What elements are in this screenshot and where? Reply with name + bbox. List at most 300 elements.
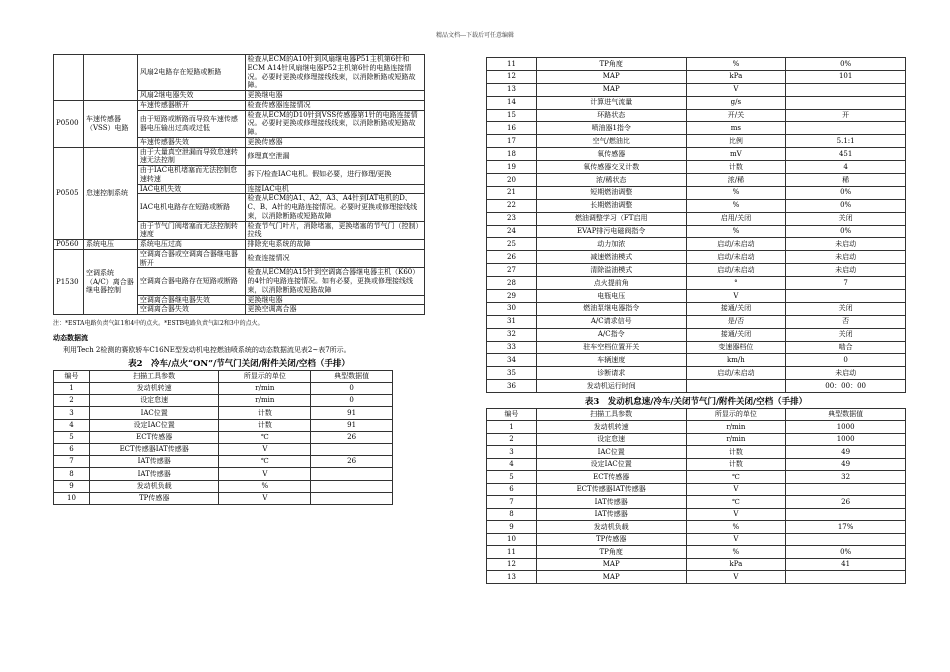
- unit: 比例: [686, 135, 786, 148]
- watermark: 精品文档---下载后可任意编辑: [435, 32, 515, 39]
- table-row: [487, 148, 906, 161]
- param-name: IAC位置: [89, 407, 219, 419]
- typical-value: 关闭: [786, 302, 906, 315]
- dtc-action: 更换传感器: [245, 137, 424, 147]
- typical-value: 关闭: [786, 212, 906, 225]
- dtc-name: 车速传感器（VSS）电路: [83, 100, 137, 147]
- row-number: 9: [54, 480, 90, 492]
- dtc-code: P0500: [54, 100, 84, 147]
- dtc-fault: 空调离合器电路存在短路或断路: [137, 268, 245, 295]
- typical-value: 0: [786, 354, 906, 367]
- typical-value: 1000: [786, 433, 906, 446]
- dtc-action: 检查节气门叶片，消除堵塞，更换堵塞的节气门（控制）拉线: [245, 221, 424, 240]
- unit: mV: [686, 148, 786, 161]
- typical-value: [786, 122, 906, 135]
- unit: ℃: [686, 496, 786, 509]
- table-row: [487, 521, 906, 534]
- row-number: 19: [487, 161, 537, 174]
- row-number: 15: [487, 109, 537, 122]
- section-title: 动态数据流: [53, 333, 88, 342]
- typical-value: [786, 83, 906, 96]
- row-number: 10: [54, 492, 90, 504]
- typical-value: 00：00：00: [786, 380, 906, 393]
- row-number: 4: [54, 419, 90, 431]
- dtc-action: 检查从ECM的A10针到风扇继电器P51主机第6针和ECM A14针风扇继电器P52主机第6针的电路连接情况。必要时更换或修理接线线束，以消除断路或短路故障。: [245, 55, 424, 91]
- unit: V: [219, 492, 311, 504]
- row-number: 31: [487, 315, 537, 328]
- table-row: [487, 109, 906, 122]
- unit: %: [686, 225, 786, 238]
- param-name: 车辆速度: [536, 354, 686, 367]
- table2-body: [54, 383, 393, 505]
- table-row: [54, 55, 425, 91]
- table-row: [487, 558, 906, 571]
- unit: V: [686, 571, 786, 584]
- param-name: ECT传感器IAT传感器: [89, 443, 219, 455]
- typical-value: 0%: [786, 199, 906, 212]
- dtc-fault: 由于IAC电机堵塞而无法控制怠速转速: [137, 166, 245, 185]
- table-row: [487, 161, 906, 174]
- table-row: [487, 433, 906, 446]
- dtc-action: 更换继电器: [245, 295, 424, 305]
- row-number: 3: [54, 407, 90, 419]
- row-number: 29: [487, 290, 537, 303]
- table-continued-body: [487, 58, 906, 393]
- dtc-action: 拆下/检查IAC电机。假如必要，进行修理/更换: [245, 166, 424, 185]
- param-name: ECT传感器: [536, 471, 686, 484]
- unit: [686, 380, 786, 393]
- param-name: 氧传感器交叉计数: [536, 161, 686, 174]
- dtc-fault: 空调离合器继电器失效: [137, 295, 245, 305]
- table3: [486, 408, 906, 584]
- param-name: IAT传感器: [536, 508, 686, 521]
- typical-value: 0: [311, 383, 393, 395]
- row-number: 36: [487, 380, 537, 393]
- unit: ℃: [686, 471, 786, 484]
- row-number: 27: [487, 264, 537, 277]
- dtc-action: 检查连接情况: [245, 249, 424, 268]
- row-number: 32: [487, 328, 537, 341]
- table-row: [487, 354, 906, 367]
- param-name: 发动机转速: [89, 383, 219, 395]
- dtc-fault: 由于短路或断路而导致车速传感器电压输出过高或过低: [137, 110, 245, 137]
- column-header: 扫描工具参数: [89, 371, 219, 383]
- table3-caption: 表3 发动机怠速/冷车/关闭节气门/附件关闭/空档（手排）: [584, 397, 808, 408]
- unit: 启用/关闭: [686, 212, 786, 225]
- typical-value: 41: [786, 558, 906, 571]
- unit: V: [219, 468, 311, 480]
- row-number: 8: [54, 468, 90, 480]
- table-row: [487, 83, 906, 96]
- unit: ℃: [219, 456, 311, 468]
- dtc-action: 检查传感器连接情况: [245, 100, 424, 110]
- typical-value: 32: [786, 471, 906, 484]
- unit: %: [686, 546, 786, 559]
- param-name: A/C请求信号: [536, 315, 686, 328]
- typical-value: 26: [311, 431, 393, 443]
- typical-value: 4: [786, 161, 906, 174]
- unit: 启动/未启动: [686, 264, 786, 277]
- dtc-fault: IAC电机电路存在短路或断路: [137, 194, 245, 221]
- typical-value: 未启动: [786, 238, 906, 251]
- row-number: 1: [487, 421, 537, 434]
- param-name: 短期燃油调整: [536, 186, 686, 199]
- unit: %: [686, 521, 786, 534]
- param-name: 喷油器1指令: [536, 122, 686, 135]
- row-number: 12: [487, 70, 537, 83]
- typical-value: [786, 533, 906, 546]
- unit: r/min: [686, 433, 786, 446]
- typical-value: 0: [311, 395, 393, 407]
- param-name: TP角度: [536, 546, 686, 559]
- typical-value: [786, 96, 906, 109]
- row-number: 9: [487, 521, 537, 534]
- row-number: 3: [487, 446, 537, 459]
- param-name: 环路状态: [536, 109, 686, 122]
- param-name: 燃油调整学习（FT启用: [536, 212, 686, 225]
- param-name: IAT传感器: [89, 456, 219, 468]
- param-name: 发动机负载: [89, 480, 219, 492]
- table-row: [487, 328, 906, 341]
- table-row: [54, 431, 393, 443]
- left-column: [53, 54, 425, 505]
- row-number: 16: [487, 122, 537, 135]
- column-header: 编号: [487, 409, 537, 421]
- dtc-action: 更换继电器: [245, 91, 424, 101]
- row-number: 18: [487, 148, 537, 161]
- unit: 接通/关闭: [686, 302, 786, 315]
- dtc-fault: 车速传感器失效: [137, 137, 245, 147]
- typical-value: [311, 443, 393, 455]
- param-name: 设定IAC位置: [89, 419, 219, 431]
- column-header: 扫描工具参数: [536, 409, 686, 421]
- table-row: [54, 383, 393, 395]
- dtc-fault: 由于节气门阀堵塞而无法控制转速度: [137, 221, 245, 240]
- typical-value: 关闭: [786, 328, 906, 341]
- row-number: 24: [487, 225, 537, 238]
- typical-value: 26: [311, 456, 393, 468]
- table-row: [487, 199, 906, 212]
- typical-value: 7: [786, 277, 906, 290]
- unit: 计数: [219, 407, 311, 419]
- typical-value: 1000: [786, 421, 906, 434]
- row-number: 20: [487, 174, 537, 187]
- unit: V: [219, 443, 311, 455]
- table-row: [487, 458, 906, 471]
- row-number: 8: [487, 508, 537, 521]
- typical-value: [786, 571, 906, 584]
- unit: 计数: [686, 446, 786, 459]
- param-name: 动力加浓: [536, 238, 686, 251]
- dtc-name: 空调系统（A/C）离合器继电器控制: [83, 249, 137, 314]
- row-number: 13: [487, 571, 537, 584]
- param-name: 空气/燃油比: [536, 135, 686, 148]
- row-number: 33: [487, 341, 537, 354]
- dtc-table: [53, 54, 425, 315]
- unit: km/h: [686, 354, 786, 367]
- row-number: 34: [487, 354, 537, 367]
- dtc-fault: 系统电压过高: [137, 240, 245, 250]
- table-row: [487, 277, 906, 290]
- row-number: 2: [54, 395, 90, 407]
- unit: V: [686, 533, 786, 546]
- row-number: 5: [487, 471, 537, 484]
- unit: g/s: [686, 96, 786, 109]
- param-name: 计算进气流量: [536, 96, 686, 109]
- unit: 变速器档位: [686, 341, 786, 354]
- unit: r/min: [686, 421, 786, 434]
- table-row: [487, 264, 906, 277]
- table-row: [487, 122, 906, 135]
- table-row: [487, 571, 906, 584]
- row-number: 7: [487, 496, 537, 509]
- unit: V: [686, 290, 786, 303]
- dtc-action: 更换空调离合器: [245, 305, 424, 315]
- param-name: 点火提前角: [536, 277, 686, 290]
- table3-body: [487, 421, 906, 584]
- row-number: 1: [54, 383, 90, 395]
- row-number: 35: [487, 367, 537, 380]
- typical-value: [311, 468, 393, 480]
- dtc-action: 排除充电系统的故障: [245, 240, 424, 250]
- column-header: 所显示的单位: [686, 409, 786, 421]
- row-number: 11: [487, 58, 537, 71]
- table-header-row: [54, 371, 393, 383]
- dtc-fault: 空调离合器或空调离合器继电器断开: [137, 249, 245, 268]
- row-number: 2: [487, 433, 537, 446]
- row-number: 23: [487, 212, 537, 225]
- row-number: 12: [487, 558, 537, 571]
- row-number: 30: [487, 302, 537, 315]
- param-name: IAT传感器: [536, 496, 686, 509]
- table-row: [487, 70, 906, 83]
- param-name: 设定怠速: [89, 395, 219, 407]
- unit: 计数: [219, 419, 311, 431]
- dtc-name: 系统电压: [83, 240, 137, 250]
- unit: %: [219, 480, 311, 492]
- typical-value: 稀: [786, 174, 906, 187]
- table2: [53, 370, 393, 505]
- param-name: IAC位置: [536, 446, 686, 459]
- dtc-name: 怠速控制系统: [83, 147, 137, 240]
- dtc-code: [54, 55, 84, 101]
- unit: %: [686, 199, 786, 212]
- typical-value: 17%: [786, 521, 906, 534]
- dtc-action: 检查从ECM的A15针到空调离合器继电器主机（K60）的4针的电路连接情况。如有必要，更换或修理接线线束，以消除断路或短路故障: [245, 268, 424, 295]
- unit: kPa: [686, 558, 786, 571]
- table-row: [54, 456, 393, 468]
- typical-value: 26: [786, 496, 906, 509]
- unit: r/min: [219, 395, 311, 407]
- dtc-fault: 风扇2继电器失效: [137, 91, 245, 101]
- param-name: 设定怠速: [536, 433, 686, 446]
- typical-value: 101: [786, 70, 906, 83]
- table-row: [487, 367, 906, 380]
- table-row: [487, 186, 906, 199]
- typical-value: [786, 290, 906, 303]
- table-row: [487, 212, 906, 225]
- param-name: MAP: [536, 70, 686, 83]
- typical-value: 开: [786, 109, 906, 122]
- unit: %: [686, 186, 786, 199]
- param-name: ECT传感器IAT传感器: [536, 483, 686, 496]
- typical-value: 49: [786, 446, 906, 459]
- typical-value: 5.1:1: [786, 135, 906, 148]
- param-name: 电瓶电压: [536, 290, 686, 303]
- param-name: 氧传感器: [536, 148, 686, 161]
- typical-value: 0%: [786, 186, 906, 199]
- param-name: MAP: [536, 571, 686, 584]
- param-name: 清除溢油模式: [536, 264, 686, 277]
- table-row: [54, 480, 393, 492]
- unit: 启动/未启动: [686, 367, 786, 380]
- table-row: [487, 483, 906, 496]
- table-row: [487, 58, 906, 71]
- table-row: [54, 419, 393, 431]
- column-header: 典型数据值: [311, 371, 393, 383]
- unit: ms: [686, 122, 786, 135]
- table-row: [487, 238, 906, 251]
- column-header: 典型数据值: [786, 409, 906, 421]
- typical-value: 啮合: [786, 341, 906, 354]
- table-row: [487, 251, 906, 264]
- row-number: 7: [54, 456, 90, 468]
- unit: V: [686, 483, 786, 496]
- row-number: 25: [487, 238, 537, 251]
- typical-value: 49: [786, 458, 906, 471]
- typical-value: 91: [311, 407, 393, 419]
- unit: 接通/关闭: [686, 328, 786, 341]
- dtc-action: 检查从ECM的D10针到VSS传感器第1针的电路连接情况。必要时更换或修理接线线束，以消除断路或短路故障。: [245, 110, 424, 137]
- unit: r/min: [219, 383, 311, 395]
- table-row: [487, 446, 906, 459]
- column-header: 所显示的单位: [219, 371, 311, 383]
- typical-value: 未启动: [786, 264, 906, 277]
- row-number: 21: [487, 186, 537, 199]
- dtc-name: [83, 55, 137, 101]
- table-row: [487, 380, 906, 393]
- table-row: [487, 496, 906, 509]
- row-number: 14: [487, 96, 537, 109]
- dtc-code: P1530: [54, 249, 84, 314]
- dtc-fault: 车速传感器断开: [137, 100, 245, 110]
- table-row: [54, 395, 393, 407]
- unit: V: [686, 508, 786, 521]
- table-row: [54, 240, 425, 250]
- table-row: [54, 443, 393, 455]
- unit: V: [686, 83, 786, 96]
- row-number: 6: [487, 483, 537, 496]
- param-name: 驻车空档位置开关: [536, 341, 686, 354]
- param-name: 诊断请求: [536, 367, 686, 380]
- param-name: TP角度: [536, 58, 686, 71]
- unit: 启动/未启动: [686, 251, 786, 264]
- table-row: [487, 315, 906, 328]
- unit: 是/否: [686, 315, 786, 328]
- table-row: [487, 174, 906, 187]
- table-row: [54, 407, 393, 419]
- row-number: 11: [487, 546, 537, 559]
- unit: ℃: [219, 431, 311, 443]
- unit: 浓/稀: [686, 174, 786, 187]
- param-name: MAP: [536, 83, 686, 96]
- typical-value: 否: [786, 315, 906, 328]
- typical-value: 0%: [786, 225, 906, 238]
- unit: kPa: [686, 70, 786, 83]
- dtc-fault: 空调离合器失效: [137, 305, 245, 315]
- intro-paragraph: 利用Tech 2检测的赛欧轿车C16NE型发动机电控燃油喷系统的动态数据流见表2~表7所示。: [63, 346, 351, 354]
- unit: 计数: [686, 458, 786, 471]
- typical-value: 91: [311, 419, 393, 431]
- row-number: 6: [54, 443, 90, 455]
- table-row: [487, 508, 906, 521]
- table-row: [487, 135, 906, 148]
- param-name: MAP: [536, 558, 686, 571]
- param-name: ECT传感器: [89, 431, 219, 443]
- row-number: 5: [54, 431, 90, 443]
- typical-value: [311, 492, 393, 504]
- table-row: [54, 468, 393, 480]
- right-column: [486, 57, 906, 584]
- param-name: 减速燃油模式: [536, 251, 686, 264]
- param-name: 浓/稀状态: [536, 174, 686, 187]
- table-row: [487, 421, 906, 434]
- dtc-code: P0505: [54, 147, 84, 240]
- dtc-action: 检查从ECM的A1、A2、A3、A4针到IAT电机的D、C、B、A针的电路连接情况。必要时更换或修理接线线束，以消除断路或短路故障: [245, 194, 424, 221]
- param-name: 设定IAC位置: [536, 458, 686, 471]
- row-number: 10: [487, 533, 537, 546]
- param-name: TP传感器: [89, 492, 219, 504]
- typical-value: 未启动: [786, 251, 906, 264]
- typical-value: 0%: [786, 546, 906, 559]
- dtc-code: P0560: [54, 240, 84, 250]
- param-name: 发动机转速: [536, 421, 686, 434]
- column-header: 编号: [54, 371, 90, 383]
- table2-caption: 表2 冷车/点火“ON”/节气门关闭/附件关闭/空档（手排）: [128, 359, 350, 369]
- param-name: 燃油泵继电器指令: [536, 302, 686, 315]
- row-number: 28: [487, 277, 537, 290]
- unit: %: [686, 58, 786, 71]
- table-row: [54, 249, 425, 268]
- row-number: 17: [487, 135, 537, 148]
- param-name: 发动机运行时间: [536, 380, 686, 393]
- table-row: [487, 471, 906, 484]
- dtc-fault: IAC电机失效: [137, 184, 245, 194]
- dtc-action: 连接IAC电机: [245, 184, 424, 194]
- table-row: [487, 302, 906, 315]
- table-row: [487, 290, 906, 303]
- unit: °: [686, 277, 786, 290]
- table-row: [487, 533, 906, 546]
- typical-value: [786, 508, 906, 521]
- dtc-action: 修理真空泄漏: [245, 147, 424, 166]
- table-row: [487, 225, 906, 238]
- param-name: A/C指令: [536, 328, 686, 341]
- table-row: [487, 546, 906, 559]
- typical-value: [786, 483, 906, 496]
- table-row: [54, 100, 425, 110]
- unit: 启动/未启动: [686, 238, 786, 251]
- table-row: [54, 147, 425, 166]
- table-note: 注：*ESTA电路负责气缸1和4中的点火。*ESTB电路负责气缸2和3中的点火。: [53, 320, 264, 327]
- typical-value: 451: [786, 148, 906, 161]
- unit: 开/关: [686, 109, 786, 122]
- dtc-fault: 风扇2电路存在短路或断路: [137, 55, 245, 91]
- table-continued: [486, 57, 906, 393]
- row-number: 26: [487, 251, 537, 264]
- typical-value: [311, 480, 393, 492]
- param-name: IAT传感器: [89, 468, 219, 480]
